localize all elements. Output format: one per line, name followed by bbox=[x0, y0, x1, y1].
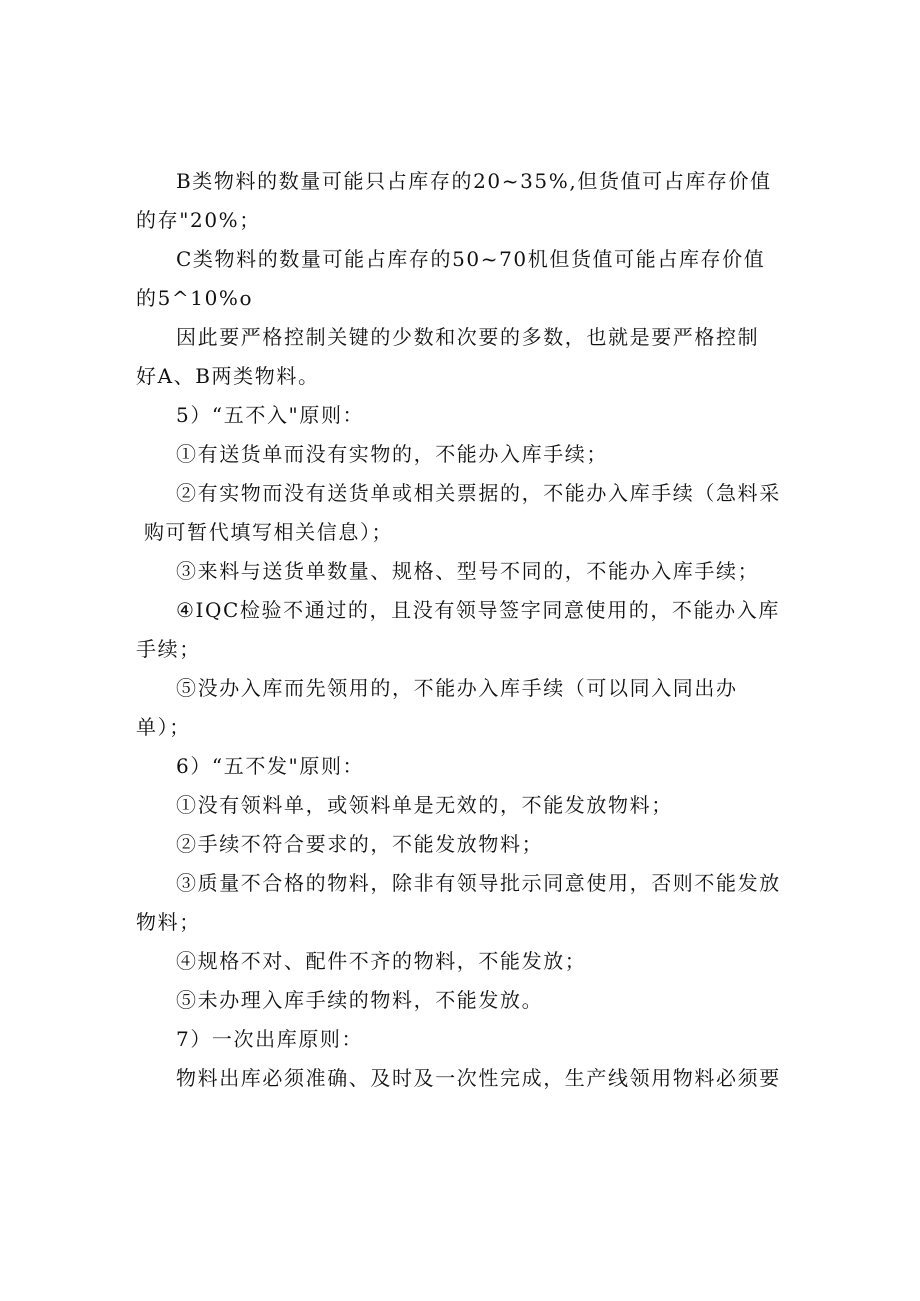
list-item: ⑤没办入库而先领用的，不能办入库手续（可以同入同出办 bbox=[176, 676, 738, 700]
text-line: 因此要严格控制关键的少数和次要的多数，也就是要严格控制 bbox=[176, 325, 760, 349]
document-body bbox=[136, 162, 786, 1098]
list-item: ⑤未办理入库手续的物料，不能发放。 bbox=[176, 988, 544, 1012]
list-item: ③质量不合格的物料，除非有领导批示同意使用，否则不能发放 bbox=[176, 871, 781, 895]
section-heading: 7）一次出库原则： bbox=[176, 1027, 364, 1051]
section-heading: 6）“五不发"原则： bbox=[176, 754, 365, 778]
list-item-continuation: 购可暂代填写相关信息）； bbox=[136, 520, 394, 544]
list-item: ②有实物而没有送货单或相关票据的，不能办入库手续（急料采 bbox=[176, 481, 781, 505]
list-item-continuation: 物料； bbox=[136, 910, 201, 934]
text-line: 的存"20%； bbox=[136, 208, 261, 232]
text-line: C类物料的数量可能占库存的50~70机但货值可能占库存价值 bbox=[176, 247, 766, 271]
list-item: ①没有领料单，或领料单是无效的，不能发放物料； bbox=[176, 793, 673, 817]
text-line: 物料出库必须准确、及时及一次性完成，生产线领用物料必须要 bbox=[176, 1066, 781, 1090]
text-line: 的5^10%o bbox=[136, 286, 254, 310]
text-line: 好A、B两类物料。 bbox=[136, 364, 320, 388]
section-heading: 5）“五不入"原则： bbox=[176, 403, 365, 427]
list-item: ②手续不符合要求的，不能发放物料； bbox=[176, 832, 544, 856]
list-item: ③来料与送货单数量、规格、型号不同的，不能办入库手续； bbox=[176, 559, 760, 583]
list-item-continuation: 手续； bbox=[136, 637, 201, 661]
list-item: ①有送货单而没有实物的，不能办入库手续； bbox=[176, 442, 608, 466]
list-item: ④规格不对、配件不齐的物料，不能发放； bbox=[176, 949, 587, 973]
text-line: B类物料的数量可能只占库存的20~35%,但货值可占库存价值 bbox=[176, 169, 772, 193]
list-item-continuation: 单）； bbox=[136, 715, 191, 739]
list-item: ④IQC检验不通过的，且没有领导签字同意使用的，不能办入库 bbox=[176, 598, 780, 622]
